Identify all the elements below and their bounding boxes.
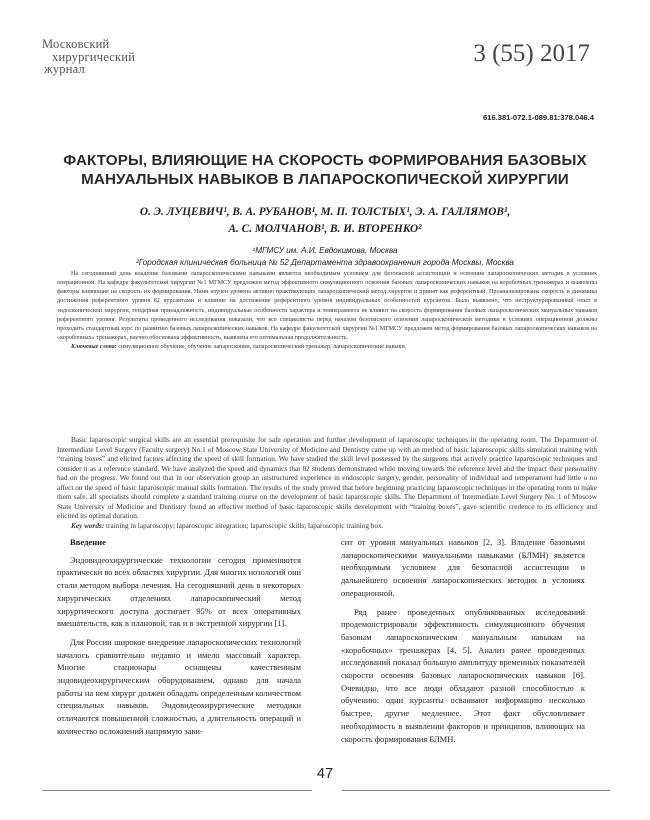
logo-line-3: журнал xyxy=(44,62,85,76)
article-title xyxy=(40,152,610,189)
footer-rule-left xyxy=(42,790,312,791)
affiliation-1: ¹МГМСУ им. А.И. Евдокимова, Москва xyxy=(252,246,398,255)
footer-rule-right xyxy=(342,790,610,791)
logo-line-2: хирургический xyxy=(52,49,136,64)
affiliation-2: ²Городская клиническая больница № 52 Департамента здравоохранения города Москвы, Москва xyxy=(135,257,514,267)
keywords-en-label: Key words: xyxy=(71,521,105,530)
issue-number: 3 (55) 2017 xyxy=(473,40,590,67)
body-column-left xyxy=(57,536,301,738)
keywords-ru: симуляционное обучение, обучение лапароскопии, лапароскопический тренажер, лапароскопические навыки. xyxy=(118,344,407,351)
logo-line-1: Московский xyxy=(42,37,110,51)
affiliations xyxy=(40,245,610,268)
title-line-2: МАНУАЛЬНЫХ НАВЫКОВ В ЛАПАРОСКОПИЧЕСКОЙ ХИРУРГИИ xyxy=(81,170,569,188)
journal-logo xyxy=(42,38,135,76)
body-column-right xyxy=(341,536,585,745)
paragraph-1: Эндовидеохирургические технологии сегодня применяются практически во всех областях хирургии. Для многих нозологий они стали методом выбора лечения. На сегодняшний день в некоторых хирургических отделениях лапароскопический метод хирургического доступа достигает 95% от всех оперативных вмешательств, как в плановой, так и в экстренной хирургии [1]. xyxy=(57,554,301,629)
keywords-en: training in laparoscopy; laparoscopic integration; laparoscopic skills; laparoscopic training box. xyxy=(106,521,384,530)
paragraph-2: Для России широкое внедрение лапароскопических технологий началось сравнительно недавно и имело массовый характер. Многие стационары оснащены качественным эндовидеохирургическим оборудованием, однако для начала работы на нем хирург должен обладать определенным количеством специальных навыков. Эндовидеохирургические методики отличаются повышенной сложностью, а длительность операций и количество осложнений напрямую зави- xyxy=(57,636,301,736)
abstract-en-text: Basic laparoscopic surgical skills are an essential prerequisite for safe operation and further development of laparoscopic techniques in the operating room. The Department of Intermediate Level Surgery (Faculty surgery) No.1 of Moscow State University of Medicine and Dentistry came up with an method of basic laparoscopic skills simulation training with “training boxes” and elicited factors affecting the speed of skill formation. We have studied the skill level possessed by the surgeons that actively practice laparoscopic techniques and consider it as a reference standard. We have analyzed the speed and dynamics that 82 students demonstrated while moving towards the reference level and the impact their personality had on the progress. We found out that in our observation group an unstructured experience in endoscopic surgery, gender, personality of individual and temperament had little o no affect on the speed of basic laparoscopic manual skills formation. The results of the study proved that before beginning practicing laparoscopic techniques in the operating room to make them safe, all specialists should complete a standard training course on the development of basic laparoscopic skills. The Department of Intermediate Level Surgery No. 1 of Moscow State University of Medicine and Dentistry found an effective method of basic laparoscopic skills development with “training boxes”, gave scientific credence to its efficiency and elicited its optimal duration. xyxy=(57,436,597,521)
authors-line-2: А. С. МОЛЧАНОВ¹, В. И. ВТОРЕНКО² xyxy=(228,223,422,235)
authors-line-1: О. Э. ЛУЦЕВИЧ¹, В. А. РУБАНОВ¹, М. П. ТОЛСТЫХ¹, Э. А. ГАЛЛЯМОВ¹, xyxy=(139,206,511,218)
title-line-1: ФАКТОРЫ, ВЛИЯЮЩИЕ НА СКОРОСТЬ ФОРМИРОВАНИЯ БАЗОВЫХ xyxy=(63,152,587,169)
paragraph-3: сит от уровня мануальных навыков [2, 3]. Владение базовыми лапароскопическими мануальными навыками (БЛМН) является необходимым условием для безопасной ассистенции и дальнейшего освоения лапароскопических методик в условиях операционной. xyxy=(341,537,585,598)
udc-code: 616.381-072.1-089.81:378.046.4 xyxy=(482,113,594,122)
author-list xyxy=(40,204,610,238)
abstract-english xyxy=(57,436,597,531)
paragraph-4: Ряд ранее проведенных опубликованных исследований продемонстрировали эффективность симуляционного обучения базовым лапароскопическим мануальным навыкам на «коробочных» тренажерах [4, 5]. Анализ ранее проведенных исследований показал большую амплитуду временных показателей скорости освоения базовых лапароскопических навыков [6]. Очевидно, что все люди обладают разной способностью к обучению: одни курсанты осваивают информацию несколько быстрее, другие медленнее. Этот факт обусловливает необходимость в выявлении факторов и принципов, влияющих на скорость формирования БЛМН. xyxy=(341,606,585,744)
section-heading-intro: Введение xyxy=(70,537,106,547)
abstract-ru-text: На сегодняшний день владение базовыми лапароскопическими навыками является необходимым условием для безопасной ассистенции и освоения лапароскопических методик в условиях операционной. На кафедре факультетской хирургии №1 МГМСУ предложен метод эффективного симуляционного освоения базовых лапароскопических навыков на коробочных тренажерах и выявлены факторы влияющие на скорость их формирования. Нами изучен уровень активно практикующих лапароскопический метод хирургов и принят как референтный. Проанализированы скорость и динамика достижения референтного уровня 82 курсантами и влияние на достижение референтного уровня индивидуальных особенностей курсантов. Было выявлено, что неструктурированный опыт в эндоскопической хирургии, гендерная принадлежность, индивидуальные особенности характера и темперамента не влияют на скорость формирования базовых лапароскопических мануальных навыков референтного уровня. Результаты проведенного исследования показали, что все специалисты перед началом безопасного освоения лапароскопической методики в условиях операционной должны проходить стандартный курс по развитию базовых лапароскопических навыков. На кафедре факультетской хирургии №1 МГМСУ предложен метод формирования базовых лапароскопических навыков на «коробочных» тренажерах, научно обоснована эффективность, выявлена его оптимальная продолжительность. xyxy=(57,271,597,342)
keywords-ru-label: Ключевые слова: xyxy=(71,344,117,351)
page-number: 47 xyxy=(316,766,334,782)
abstract-russian xyxy=(57,270,597,352)
